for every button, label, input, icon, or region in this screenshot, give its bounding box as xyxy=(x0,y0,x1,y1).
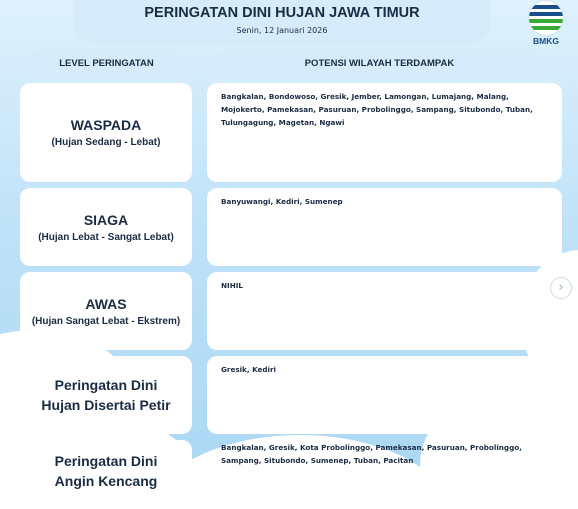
logo-text: BMKG xyxy=(533,36,559,46)
level-name: AWAS xyxy=(85,295,127,312)
area-card-awas xyxy=(207,272,562,350)
level-name-line2: Hujan Disertai Petir xyxy=(41,397,171,413)
level-name: SIAGA xyxy=(83,211,129,228)
level-description: (Hujan Lebat - Sangat Lebat) xyxy=(38,231,174,243)
level-name-line2: Angin Kencang xyxy=(54,473,158,489)
level-column-header: LEVEL PERINGATAN xyxy=(28,50,185,77)
area-column-header: POTENSI WILAYAH TERDAMPAK xyxy=(214,50,545,77)
bmkg-logo xyxy=(524,0,568,50)
page-date: Senin, 12 Januari 2026 xyxy=(236,26,328,35)
level-card-thunderstorm xyxy=(20,356,192,434)
area-card-waspada xyxy=(207,83,562,182)
area-list: Gresik, Kediri xyxy=(221,365,277,374)
area-list: NIHIL xyxy=(221,281,243,290)
level-description: (Hujan Sangat Lebat - Ekstrem) xyxy=(31,315,181,327)
bmkg-logo-icon xyxy=(528,0,564,36)
area-card-strong-wind xyxy=(207,434,562,494)
header-banner xyxy=(73,0,491,44)
chevron-right-icon: › xyxy=(558,280,564,295)
area-card-thunderstorm xyxy=(207,356,562,434)
level-card-siaga xyxy=(20,188,192,266)
level-card-strong-wind xyxy=(20,440,192,502)
level-description: (Hujan Sedang - Lebat) xyxy=(51,137,161,148)
area-list: Bangkalan, Bondowoso, Gresik, Jember, Lamongan, Lumajang, Malang, Mojokerto, Pamekasan, Pasuruan, Probolinggo, Sampang, Situbondo, Tuban, Tulungagung, Magetan, Ngawi xyxy=(221,92,533,127)
area-list: Bangkalan, Gresik, Kota Probolinggo, Pamekasan, Pasuruan, Probolinggo, Sampang, Situbondo, Sumenep, Tuban, Pacitan xyxy=(221,443,522,465)
level-card-waspada xyxy=(20,83,192,182)
area-card-siaga xyxy=(207,188,562,266)
level-name-line1: Peringatan Dini xyxy=(54,377,158,393)
level-card-awas xyxy=(20,272,192,350)
next-slide-button[interactable] xyxy=(550,277,572,299)
page-title: PERINGATAN DINI HUJAN JAWA TIMUR xyxy=(144,5,420,21)
level-name: WASPADA xyxy=(70,117,142,133)
level-name-line1: Peringatan Dini xyxy=(54,453,158,469)
area-list: Banyuwangi, Kediri, Sumenep xyxy=(221,197,343,206)
